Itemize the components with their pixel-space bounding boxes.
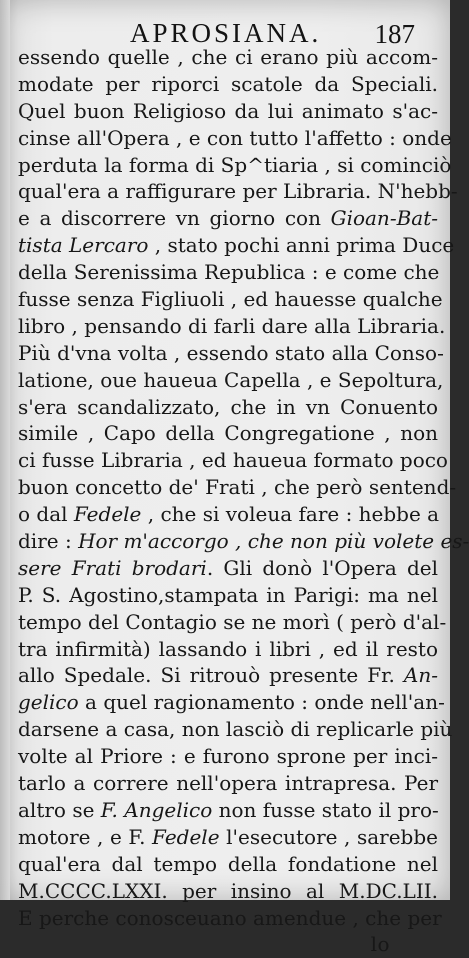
roman-text: P. S. Agostino,stampata in Parigi: ma nel	[18, 582, 438, 607]
running-title: APROSIANA.	[130, 18, 322, 48]
text-line	[18, 125, 452, 152]
text-line	[18, 609, 447, 636]
text-line	[18, 770, 438, 797]
roman-text: Quel buon Religioso da lui animato s'ac-	[18, 98, 438, 123]
text-line	[18, 178, 458, 205]
italic-text: tista Lercaro	[18, 233, 149, 258]
roman-text: fusse senza Figliuoli , ed hauesse qualche	[18, 287, 443, 312]
catchword: lo	[370, 932, 390, 957]
roman-text: tarlo a correre nell'opera intrapresa. Per	[18, 771, 438, 796]
italic-text: Hor m'accorgo , che non più volete es-	[78, 529, 469, 554]
roman-text: dire :	[18, 529, 79, 554]
roman-text: volte al Priore : e furono sprone per inci-	[18, 744, 438, 769]
text-line	[18, 232, 455, 259]
text-line	[18, 878, 438, 905]
text-line	[18, 689, 445, 716]
roman-text: Più d'vna volta , essendo stato alla Conso-	[18, 340, 444, 365]
text-line	[18, 582, 438, 609]
italic-text: Fedele	[73, 502, 142, 527]
text-line	[18, 797, 438, 824]
roman-text: libro , pensando di farli dare alla Libraria.	[18, 313, 446, 338]
roman-text: essendo quelle , che ci erano più accom-	[18, 45, 438, 69]
page-number: 187	[374, 19, 415, 49]
roman-text: s'era scandalizzato, che in vn Conuento	[18, 394, 438, 419]
text-line	[18, 851, 438, 878]
roman-text: ci fusse Libraria , ed haueua formato poco	[18, 448, 448, 473]
roman-text: qual'era a raffigurare per Libraria. N'hebb-	[18, 179, 458, 204]
roman-text: qual'era dal tempo della fondatione nel	[18, 851, 438, 876]
text-line	[18, 501, 438, 528]
italic-text: gelico	[18, 690, 79, 715]
italic-text: F. Angelico	[100, 797, 213, 822]
roman-text: allo Spedale. Si ritrouò presente Fr.	[18, 663, 404, 688]
roman-text: E perche conosceuano amendue , che per	[18, 905, 442, 930]
text-line	[18, 555, 438, 582]
roman-text: a quel ragionamento : onde nell'an-	[78, 690, 445, 715]
text-line	[18, 205, 438, 232]
italic-text: An-	[403, 663, 438, 688]
text-line	[18, 905, 442, 932]
text-line	[18, 340, 444, 367]
text-line	[18, 152, 452, 179]
roman-text: e a discorrere vn giorno con	[18, 206, 331, 231]
roman-text: non fusse stato il pro-	[212, 797, 439, 822]
roman-text: altro se	[18, 797, 101, 822]
text-line	[18, 71, 438, 98]
roman-text: , che si voleua fare : hebbe a	[141, 502, 440, 527]
text-line	[18, 636, 438, 663]
text-line	[18, 394, 438, 421]
page-gutter-shadow	[0, 0, 10, 900]
text-line	[18, 447, 448, 474]
text-line	[18, 44, 438, 71]
roman-text: o dal	[18, 502, 74, 527]
roman-text: buon concetto de' Frati , che però sentend-	[18, 475, 457, 500]
body-text	[18, 44, 469, 958]
text-line	[18, 259, 438, 286]
roman-text: tra infirmità) lassando i libri , ed il resto	[18, 636, 438, 661]
text-line	[18, 743, 438, 770]
roman-text: simile , Capo della Congregatione , non	[18, 421, 438, 446]
text-line	[18, 716, 453, 743]
roman-text: latione, oue haueua Capella , e Sepoltura,	[18, 367, 444, 392]
text-line	[18, 528, 469, 555]
roman-text: tempo del Contagio se ne morì ( però d'al-	[18, 609, 447, 634]
italic-text: Fedele	[152, 824, 220, 849]
italic-text: Gioan-Bat-	[330, 206, 438, 231]
roman-text: M.CCCC.LXXI. per insino al M.DC.LII.	[18, 878, 438, 903]
text-line	[18, 313, 446, 340]
roman-text: motore , e F.	[18, 824, 153, 849]
text-line	[18, 286, 443, 313]
roman-text: darsene a casa, non lasciò di replicarle più	[18, 717, 453, 742]
roman-text: . Gli donò l'Opera del	[206, 555, 439, 580]
text-line	[18, 420, 438, 447]
roman-text: modate per riporci scatole da Speciali.	[18, 71, 438, 96]
text-line	[18, 367, 444, 394]
text-line	[18, 474, 457, 501]
roman-text: perduta la forma di Sp^tiaria , si cominciò	[18, 152, 452, 177]
roman-text: cinse all'Opera , e con tutto l'affetto : onde	[18, 125, 452, 150]
italic-text: sere Frati brodari	[18, 555, 207, 580]
roman-text: l'esecutore , sarebbe	[219, 824, 438, 849]
text-line	[18, 824, 438, 851]
roman-text: , stato pochi anni prima Duce	[148, 233, 455, 258]
roman-text: della Serenissima Republica : e come che	[18, 260, 440, 285]
text-line	[18, 98, 438, 125]
catchword-line	[18, 931, 438, 958]
text-line	[18, 662, 438, 689]
